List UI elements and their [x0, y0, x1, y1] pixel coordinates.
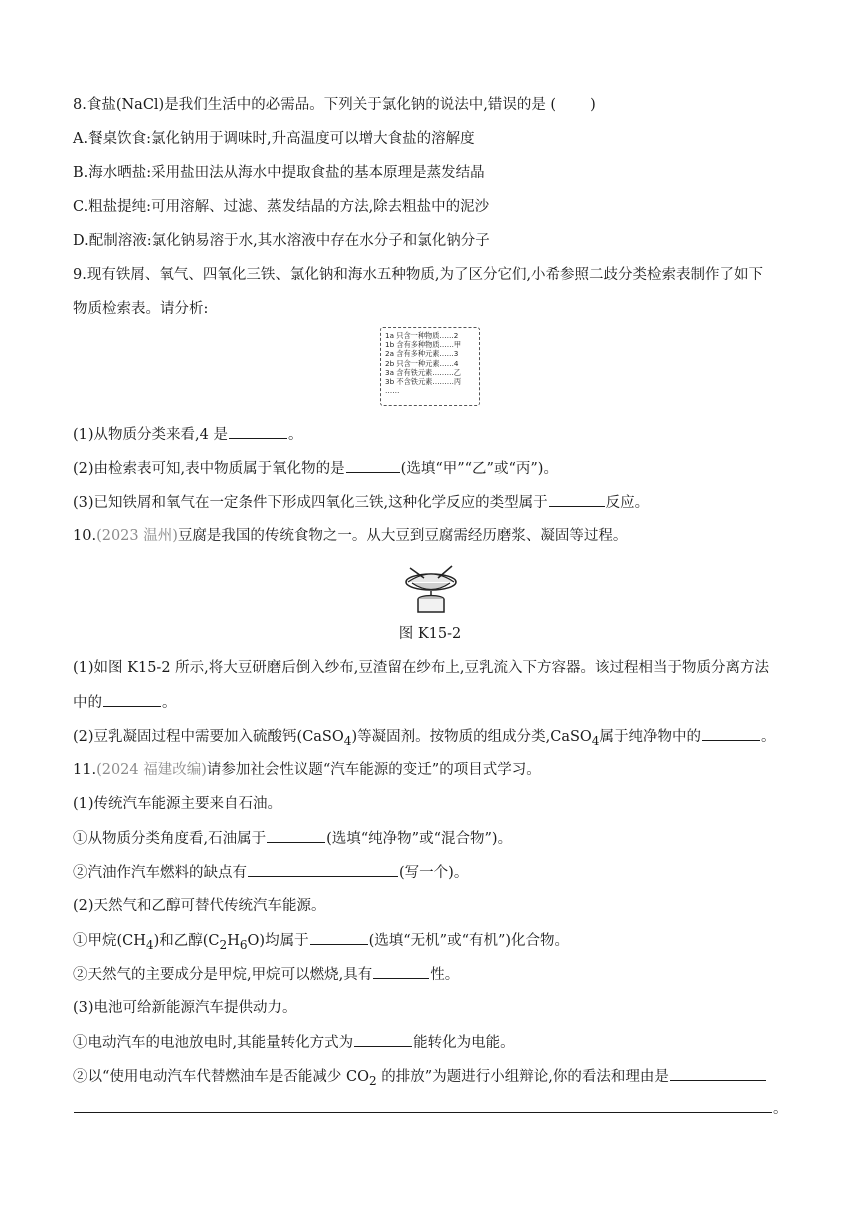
- q11-part2-item1: [73, 930, 569, 955]
- q9-sub1-blank[interactable]: [229, 424, 287, 439]
- q11-p2-1-text4: O)均属于: [247, 933, 309, 949]
- q9-sub3: [73, 492, 649, 513]
- q11-p1-1-blank[interactable]: [267, 828, 325, 843]
- q11-part1: (1)传统汽车能源主要来自石油。: [73, 796, 283, 812]
- q8-option-b: B.海水晒盐:采用盐田法从海水中提取食盐的基本原理是蒸发结晶: [73, 165, 485, 181]
- q10-sub1-line1: (1)如图 K15-2 所示,将大豆研磨后倒入纱布,豆渣留在纱布上,豆乳流入下方容器。该过程相当于物质分离方法: [73, 660, 769, 676]
- q11-source: (2024 福建改编): [96, 762, 207, 778]
- q9-sub3-text: (3)已知铁屑和氧气在一定条件下形成四氧化三铁,这种化学反应的类型属于: [73, 495, 548, 511]
- q11-p3-1-blank[interactable]: [354, 1032, 412, 1047]
- q11-p3-2-text: ②以“使用电动汽车代替燃油车是否能减少 CO: [73, 1069, 370, 1085]
- q11-p1-1-end: (选填“纯净物”或“混合物”)。: [326, 831, 513, 847]
- q11-part2: (2)天然气和乙醇可替代传统汽车能源。: [73, 898, 326, 914]
- q10-sub1-line2: [73, 692, 177, 713]
- q10-sub2-blank[interactable]: [702, 726, 760, 741]
- q11-p1-2-blank[interactable]: [248, 862, 398, 877]
- q11-part3-item2-cont: [73, 1098, 788, 1119]
- q10-stem: [73, 526, 627, 546]
- q8-option-a: A.餐桌饮食:氯化钠用于调味时,升高温度可以增大食盐的溶解度: [73, 131, 475, 147]
- q9-stem-line1: 9.现有铁屑、氧气、四氧化三铁、氯化钠和海水五种物质,为了区分它们,小希参照二歧分类检索表制作了如下: [73, 267, 764, 283]
- key-line: 3a 含有铁元素………乙: [385, 367, 461, 377]
- q11-p2-1-text2: )和乙醇(C: [153, 933, 220, 949]
- q10-number: 10.: [73, 528, 97, 544]
- q9-sub2-text: (2)由检索表可知,表中物质属于氧化物的是: [73, 461, 345, 477]
- q11-part1-item1: [73, 828, 512, 849]
- subscript: 4: [591, 733, 600, 748]
- subscript: 2: [369, 1073, 377, 1088]
- q10-source: (2023 温州): [96, 528, 178, 544]
- q11-p3-1-end: 能转化为电能。: [413, 1035, 515, 1051]
- q9-sub2-end: (选填“甲”“乙”或“丙”)。: [400, 461, 558, 477]
- q10-sub2-text3: 属于纯净物中的: [599, 729, 701, 745]
- q10-sub2: [73, 726, 775, 751]
- key-line: 2b 只含一种元素……4: [385, 358, 459, 368]
- subscript: 2: [219, 937, 228, 952]
- key-line: 1b 含有多种物质……甲: [385, 340, 462, 350]
- q11-p1-2-text: ②汽油作汽车燃料的缺点有: [73, 865, 247, 881]
- q10-sub1-blank[interactable]: [103, 692, 161, 707]
- q8-option-d: D.配制溶液:氯化钠易溶于水,其水溶液中存在水分子和氯化钠分子: [73, 233, 490, 249]
- q11-part1-item2: [73, 862, 468, 883]
- q11-p3-2-end: 。: [773, 1101, 788, 1117]
- q10-sub2-end: 。: [760, 729, 776, 745]
- q11-stem-text: 请参加社会性议题“汽车能源的变迁”的项目式学习。: [206, 762, 541, 778]
- q11-p2-2-end: 性。: [430, 967, 460, 983]
- q9-sub1-end: 。: [287, 427, 303, 443]
- q11-stem: [73, 760, 541, 780]
- q11-part2-item2: [73, 964, 459, 985]
- q11-p3-2-blank[interactable]: [670, 1066, 766, 1081]
- q8-stem: [73, 95, 596, 115]
- q11-p2-1-end: (选填“无机”或“有机”)化合物。: [368, 933, 570, 949]
- q11-p2-2-text: ②天然气的主要成分是甲烷,甲烷可以燃烧,具有: [73, 967, 373, 983]
- figure-caption: 图 K15-2: [398, 626, 462, 642]
- q11-part3-item2: [73, 1066, 767, 1091]
- q11-p1-2-end: (写一个)。: [399, 865, 469, 881]
- q11-number: 11.: [73, 762, 97, 778]
- q9-stem-line2: 物质检索表。请分析:: [73, 301, 209, 317]
- q11-p3-2-text2: 的排放”为题进行小组辩论,你的看法和理由是: [376, 1069, 669, 1085]
- q9-sub2: [73, 458, 558, 479]
- key-line: 3b 不含铁元素………丙: [385, 377, 462, 387]
- subscript: 4: [145, 937, 154, 952]
- q11-p2-1-blank[interactable]: [310, 930, 368, 945]
- q10-sub2-text2: )等凝固剂。按物质的组成分类,CaSO: [351, 729, 592, 745]
- key-line: 2a 含有多种元素……3: [385, 349, 459, 359]
- q11-part3-item1: [73, 1032, 515, 1053]
- q10-sub2-text: (2)豆乳凝固过程中需要加入硫酸钙(CaSO: [73, 729, 344, 745]
- q10-stem-text: 豆腐是我国的传统食物之一。从大豆到豆腐需经历磨浆、凝固等过程。: [177, 528, 628, 544]
- q11-p2-1-text3: H: [227, 933, 240, 949]
- subscript: 4: [343, 733, 352, 748]
- q8-stem-close: ): [590, 97, 596, 113]
- q8-stem-text: 8.食盐(NaCl)是我们生活中的必需品。下列关于氯化钠的说法中,错误的是 (: [73, 97, 557, 113]
- q11-part3: (3)电池可给新能源汽车提供动力。: [73, 1000, 297, 1016]
- q11-p2-1-text: ①甲烷(CH: [73, 933, 146, 949]
- q9-sub1: [73, 424, 302, 445]
- q9-sub3-blank[interactable]: [549, 492, 605, 507]
- q11-p1-1-text: ①从物质分类角度看,石油属于: [73, 831, 267, 847]
- q11-p3-1-text: ①电动汽车的电池放电时,其能量转化方式为: [73, 1035, 354, 1051]
- classification-key-table: [380, 327, 480, 406]
- q9-sub2-blank[interactable]: [346, 458, 400, 473]
- q8-option-c: C.粗盐提纯:可用溶解、过滤、蒸发结晶的方法,除去粗盐中的泥沙: [73, 199, 490, 215]
- subscript: 6: [239, 937, 248, 952]
- q9-sub1-text: (1)从物质分类来看,4 是: [73, 427, 228, 443]
- q10-sub1-text: 中的: [73, 695, 102, 711]
- q10-sub1-end: 。: [162, 695, 177, 711]
- tofu-filter-illustration: [402, 562, 460, 614]
- q11-p2-2-blank[interactable]: [373, 964, 429, 979]
- key-line: ……: [385, 386, 400, 396]
- q9-sub3-end: 反应。: [605, 495, 650, 511]
- q11-p3-2-blank-line2[interactable]: [74, 1098, 772, 1113]
- key-line: 1a 只含一种物质……2: [385, 331, 459, 340]
